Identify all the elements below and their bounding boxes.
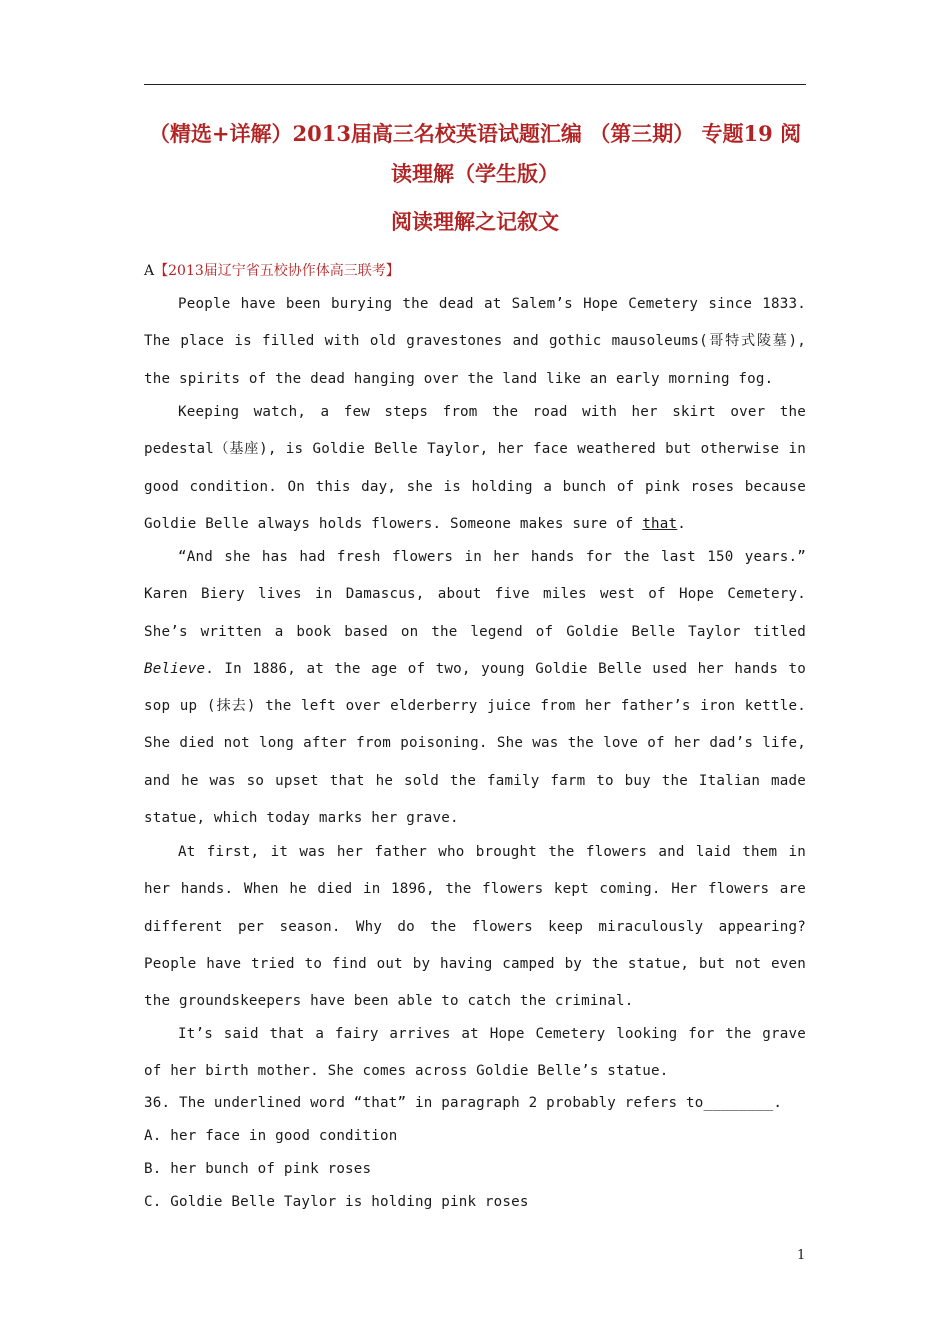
passage-paragraph-5: It’s said that a fairy arrives at Hope Cemetery looking for the grave of her birth mother. She comes across Goldie Belle’s statue. [144, 1026, 806, 1080]
answer-option-a: A. her face in good condition [144, 1128, 398, 1144]
page-number: 1 [797, 1248, 806, 1263]
passage-paragraph-3 [144, 539, 806, 837]
paragraph-2-text: Keeping watch, a few steps from the road with her skirt over the pedestal（基座), is Goldie Belle Taylor, her face weathered but otherwise in good condition. On this day, she is holding a bunch of pink roses because Goldie Belle always holds flowers. Someone makes sure of [144, 404, 806, 532]
passage-paragraph-1: People have been burying the dead at Salem’s Hope Cemetery since 1833. The place is filled with old gravestones and gothic mausoleums(哥特式陵墓), the spirits of the dead hanging over the land like an early morning fog. [144, 296, 806, 387]
document-subtitle: 阅读理解之记叙文 [391, 209, 559, 234]
section-source: 【2013届辽宁省五校协作体高三联考】 [154, 263, 400, 279]
answer-option-b: B. her bunch of pink roses [144, 1161, 372, 1177]
book-title: Believe [144, 660, 206, 677]
answer-option-c: C. Goldie Belle Taylor is holding pink roses [144, 1194, 529, 1210]
question-stem: 36. The underlined word “that” in paragraph 2 probably refers to________. [144, 1095, 783, 1111]
passage-paragraph-2 [144, 394, 806, 543]
section-heading [144, 260, 400, 280]
header-rule [144, 84, 806, 85]
paragraph-3-text: “And she has had fresh flowers in her hands for the last 150 years.” Karen Biery lives in Damascus, about five miles west of Hope Cemetery. She’s written a book based on the legend of Goldie Belle Taylor titled [144, 549, 806, 640]
document-title-line2: 读理解（学生版） [391, 161, 559, 186]
document-title-line1: （精选+详解）2013届高三名校英语试题汇编 （第三期） 专题19 阅 [148, 121, 802, 146]
section-label: A [144, 263, 155, 279]
paragraph-2-end: . [677, 515, 686, 532]
paragraph-3-rest: . In 1886, at the age of two, young Goldie Belle used her hands to sop up (抹去) the left over elderberry juice from her father’s iron kettle. She died not long after from poisoning. She was the love of her dad’s life, and he was so upset that he sold the family farm to buy the Italian made statue, which today marks her grave. [144, 660, 806, 827]
passage-paragraph-4: At first, it was her father who brought the flowers and laid them in her hands. When he died in 1896, the flowers kept coming. Her flowers are different per season. Why do the flowers keep miraculously appearing? People have tried to find out by having camped by the statue, but not even the groundskeepers have been able to catch the criminal. [144, 844, 806, 1010]
underlined-word: that [642, 515, 678, 532]
